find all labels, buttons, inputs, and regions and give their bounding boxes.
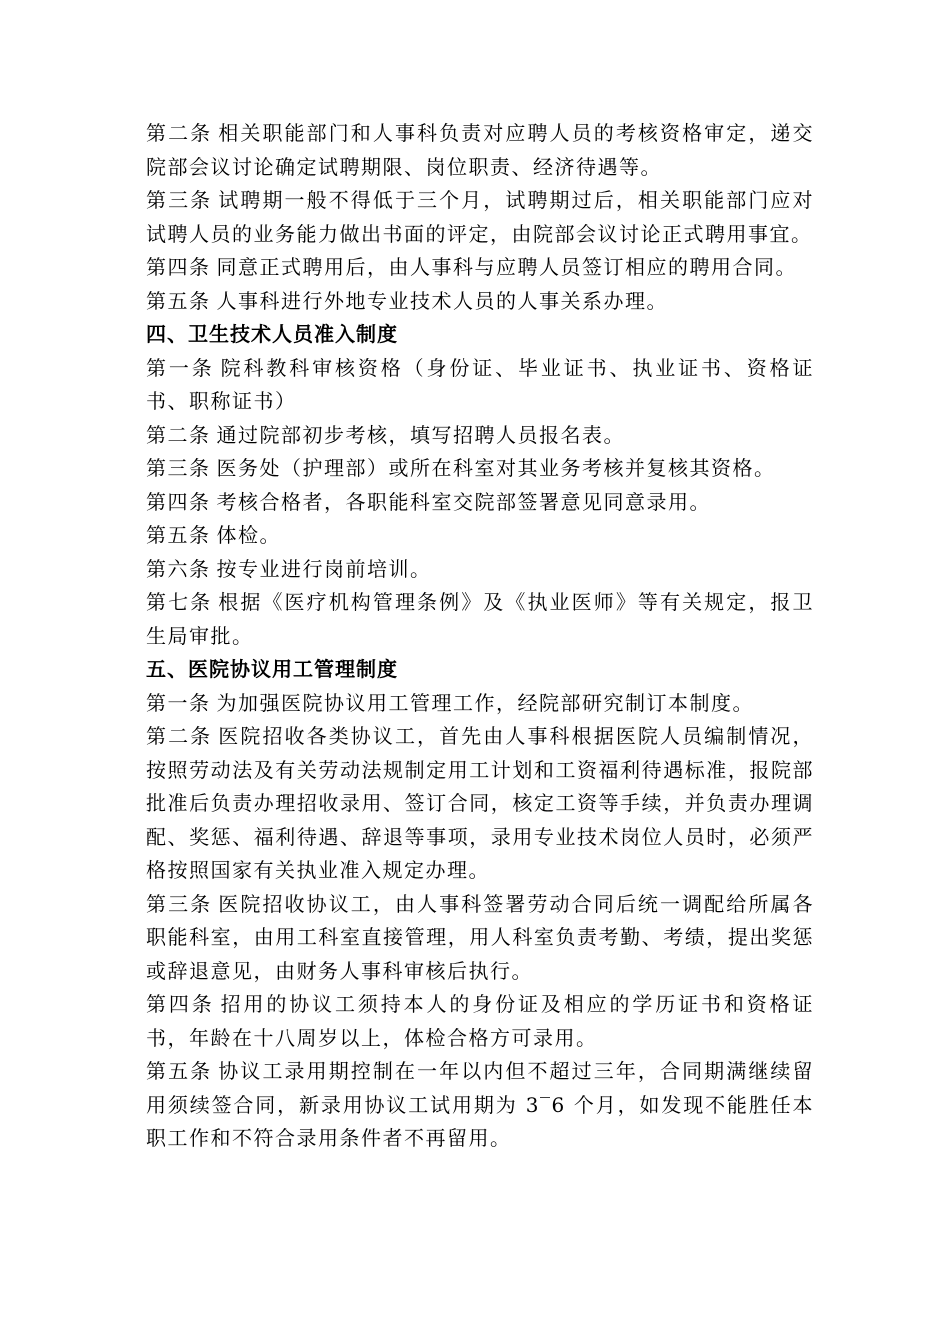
article-paragraph — [146, 586, 814, 653]
article-text: 通过院部初步考核，填写招聘人员报名表。 — [216, 422, 625, 447]
article-paragraph — [146, 352, 814, 419]
article-paragraph — [146, 452, 814, 486]
article-number: 第二条 — [146, 121, 213, 145]
article-text: 根据《医疗机构管理条例》及《执业医师》等有关规定，报卫生局审批。 — [146, 590, 815, 648]
article-number: 第七条 — [146, 590, 213, 614]
article-number: 第二条 — [146, 422, 211, 447]
article-number: 第五条 — [146, 288, 211, 313]
article-number: 第一条 — [146, 355, 215, 380]
article-paragraph — [146, 687, 814, 721]
document-page — [146, 117, 814, 1156]
article-number: 第一条 — [146, 690, 211, 715]
article-number: 第五条 — [146, 523, 211, 547]
article-number: 第四条 — [146, 489, 211, 514]
article-text: 试聘期一般不得低于三个月，试聘期过后，相关职能部门应对试聘人员的业务能力做出书面的评定，由院部会议讨论正式聘用事宜。 — [146, 188, 815, 246]
article-paragraph — [146, 988, 814, 1055]
section-heading: 五、医院协议用工管理制度 — [146, 657, 398, 681]
article-text: 人事科进行外地专业技术人员的人事关系办理。 — [216, 288, 668, 313]
section-heading: 四、卫生技术人员准入制度 — [146, 322, 398, 346]
article-paragraph — [146, 720, 814, 888]
article-paragraph — [146, 519, 814, 553]
article-text: 医务处（护理部）或所在科室对其业务考核并复核其资格。 — [216, 456, 776, 480]
article-number: 第五条 — [146, 1059, 213, 1083]
article-text: 招用的协议工须持本人的身份证及相应的学历证书和资格证书，年龄在十八周岁以上，体检合格方可录用。 — [146, 992, 814, 1050]
article-text: 考核合格者，各职能科室交院部签署意见同意录用。 — [216, 489, 711, 514]
article-number: 第三条 — [146, 456, 211, 480]
article-text: 相关职能部门和人事科负责对应聘人员的考核资格审定，递交院部会议讨论确定试聘期限、岗位职责、经济待遇等。 — [146, 121, 815, 179]
article-text: 医院招收各类协议工，首先由人事科根据医院人员编制情况，按照劳动法及有关劳动法规制定用工计划和工资福利待遇标准，报院部批准后负责办理招收录用、签订合同，核定工资等手续，并负责办理调配、奖惩、福利待遇、辞退等事项，录用专业技术岗位人员时，必须严格按照国家有关执业准入规定办理。 — [146, 724, 815, 882]
article-paragraph — [146, 285, 814, 319]
article-number: 第二条 — [146, 724, 213, 748]
article-paragraph — [146, 117, 814, 184]
article-text: 按专业进行岗前培训。 — [216, 556, 432, 581]
article-paragraph — [146, 888, 814, 989]
article-paragraph — [146, 486, 814, 520]
article-number: 第四条 — [146, 992, 215, 1016]
article-paragraph — [146, 553, 814, 587]
article-paragraph — [146, 1055, 814, 1156]
article-text: 协议工录用期控制在一年以内但不超过三年，合同期满继续留用须续签合同，新录用协议工试用期为 3‾6 个月，如发现不能胜任本职工作和不符合录用条件者不再留用。 — [146, 1059, 815, 1150]
article-text: 同意正式聘用后，由人事科与应聘人员签订相应的聘用合同。 — [216, 255, 797, 279]
article-number: 第三条 — [146, 188, 213, 212]
article-text: 医院招收协议工，由人事科签署劳动合同后统一调配给所属各职能科室，由用工科室直接管理，用人科室负责考勤、考绩，提出奖惩或辞退意见，由财务人事科审核后执行。 — [146, 891, 815, 983]
article-text: 体检。 — [216, 523, 281, 547]
article-paragraph — [146, 419, 814, 453]
article-number: 第三条 — [146, 891, 213, 916]
article-text: 为加强医院协议用工管理工作，经院部研究制订本制度。 — [216, 690, 754, 715]
article-text: 院科教科审核资格（身份证、毕业证书、执业证书、资格证书、职称证书） — [146, 355, 814, 413]
article-paragraph — [146, 184, 814, 251]
article-number: 第四条 — [146, 255, 211, 279]
article-paragraph — [146, 251, 814, 285]
article-number: 第六条 — [146, 556, 211, 581]
